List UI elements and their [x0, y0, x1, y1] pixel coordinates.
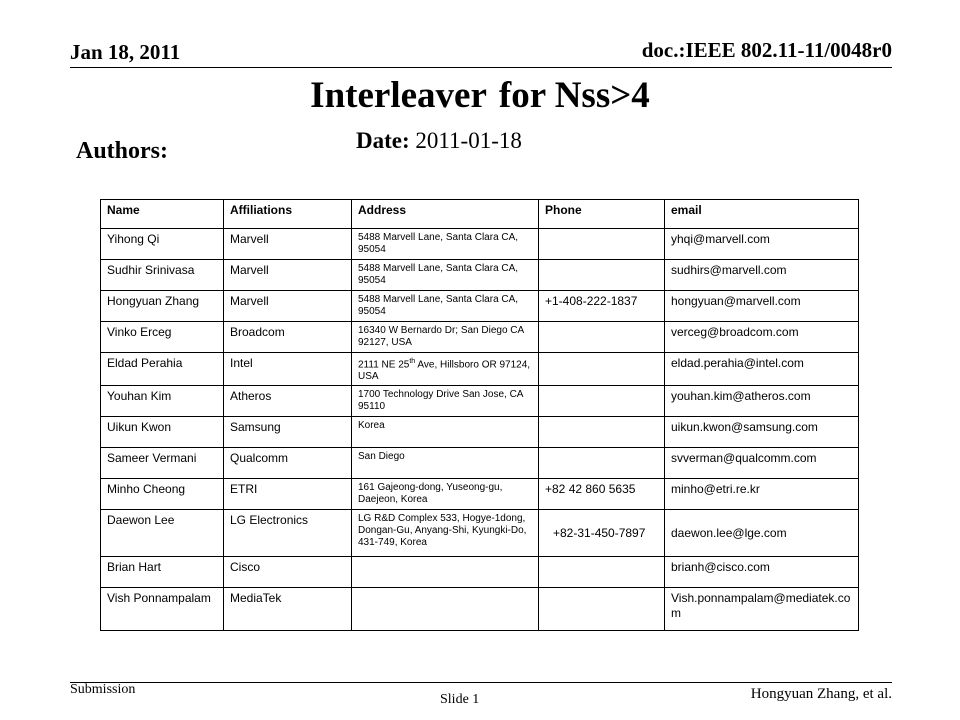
address-line: 2111 NE 25 [358, 359, 410, 371]
author-address: San Diego [352, 448, 539, 479]
author-address: 5488 Marvell Lane, Santa Clara CA, 95054 [352, 260, 539, 291]
author-phone [539, 588, 665, 631]
author-phone [539, 448, 665, 479]
column-header-affiliations: Affiliations [224, 200, 352, 229]
author-email: eldad.perahia@intel.com [665, 353, 859, 386]
author-address: Korea [352, 417, 539, 448]
author-affiliation: LG Electronics [224, 510, 352, 557]
author-email: minho@etri.re.kr [665, 479, 859, 510]
author-phone [539, 322, 665, 353]
slide-number: Slide 1 [440, 692, 480, 707]
address-line-rest: Ave, Hillsboro OR 97124, USA [358, 359, 531, 383]
column-header-address: Address [352, 200, 539, 229]
author-phone [539, 417, 665, 448]
header-divider [70, 67, 892, 68]
author-affiliation: Intel [224, 353, 352, 386]
author-name: Sameer Vermani [101, 448, 224, 479]
author-email: sudhirs@marvell.com [665, 260, 859, 291]
table-row [101, 386, 859, 417]
author-name: Hongyuan Zhang [101, 291, 224, 322]
author-address [352, 353, 539, 386]
author-address: 5488 Marvell Lane, Santa Clara CA, 95054 [352, 291, 539, 322]
author-name: Minho Cheong [101, 479, 224, 510]
author-address: 161 Gajeong-dong, Yuseong-gu, Daejeon, Korea [352, 479, 539, 510]
date-label: Date: [356, 128, 410, 153]
column-header-name: Name [101, 200, 224, 229]
author-affiliation: ETRI [224, 479, 352, 510]
column-header-email: email [665, 200, 859, 229]
author-phone [539, 386, 665, 417]
footer-divider [70, 682, 892, 683]
author-name: Youhan Kim [101, 386, 224, 417]
table-row [101, 291, 859, 322]
document-id: doc.:IEEE 802.11-11/0048r0 [641, 38, 892, 62]
table-row [101, 417, 859, 448]
table-row [101, 229, 859, 260]
author-affiliation: Marvell [224, 260, 352, 291]
address-ordinal-suffix: th [409, 358, 416, 365]
author-phone [539, 229, 665, 260]
footer-presenter: Hongyuan Zhang, et al. [750, 686, 892, 702]
author-name: Brian Hart [101, 557, 224, 588]
author-email: uikun.kwon@samsung.com [665, 417, 859, 448]
author-phone: +82-31-450-7897 [539, 510, 665, 557]
table-row [101, 448, 859, 479]
authors-label: Authors: [76, 138, 169, 164]
author-address: 1700 Technology Drive San Jose, CA 95110 [352, 386, 539, 417]
author-email: daewon.lee@lge.com [665, 510, 859, 557]
author-email: svverman@qualcomm.com [665, 448, 859, 479]
author-email: verceg@broadcom.com [665, 322, 859, 353]
author-address [352, 588, 539, 631]
author-phone [539, 353, 665, 386]
author-name: Uikun Kwon [101, 417, 224, 448]
author-phone [539, 557, 665, 588]
authors-table [100, 199, 859, 631]
author-affiliation: Qualcomm [224, 448, 352, 479]
author-email: hongyuan@marvell.com [665, 291, 859, 322]
author-email: yhqi@marvell.com [665, 229, 859, 260]
author-name: Eldad Perahia [101, 353, 224, 386]
author-address: LG R&D Complex 533, Hogye-1dong, Dongan-Gu, Anyang-Shi, Kyungki-Do, 431-749, Korea [352, 510, 539, 557]
author-name: Daewon Lee [101, 510, 224, 557]
author-name: Sudhir Srinivasa [101, 260, 224, 291]
author-affiliation: Samsung [224, 417, 352, 448]
author-email: brianh@cisco.com [665, 557, 859, 588]
author-address: 5488 Marvell Lane, Santa Clara CA, 95054 [352, 229, 539, 260]
author-name: Yihong Qi [101, 229, 224, 260]
table-row [101, 557, 859, 588]
author-affiliation: Marvell [224, 229, 352, 260]
author-name: Vinko Erceg [101, 322, 224, 353]
author-name: Vish Ponnampalam [101, 588, 224, 631]
table-row [101, 260, 859, 291]
author-affiliation: MediaTek [224, 588, 352, 631]
author-phone: +82 42 860 5635 [539, 479, 665, 510]
author-address [352, 557, 539, 588]
author-affiliation: Broadcom [224, 322, 352, 353]
table-row [101, 353, 859, 386]
table-row [101, 322, 859, 353]
table-row [101, 510, 859, 557]
author-email: youhan.kim@atheros.com [665, 386, 859, 417]
column-header-phone: Phone [539, 200, 665, 229]
table-row [101, 479, 859, 510]
author-email: Vish.ponnampalam@mediatek.com [665, 588, 859, 631]
table-row [101, 588, 859, 631]
author-affiliation: Cisco [224, 557, 352, 588]
header-date: Jan 18, 2011 [70, 40, 181, 64]
slide-title-part-1: Interleaver [310, 75, 487, 116]
footer-submission: Submission [70, 682, 136, 697]
date-value: 2011-01-18 [415, 128, 522, 153]
slide-title [0, 74, 960, 117]
author-address: 16340 W Bernardo Dr; San Diego CA 92127, USA [352, 322, 539, 353]
author-phone [539, 260, 665, 291]
author-phone: +1-408-222-1837 [539, 291, 665, 322]
date-line [356, 128, 522, 154]
slide-title-part-2: for Nss>4 [498, 75, 650, 116]
author-affiliation: Atheros [224, 386, 352, 417]
table-header-row [101, 200, 859, 229]
author-affiliation: Marvell [224, 291, 352, 322]
